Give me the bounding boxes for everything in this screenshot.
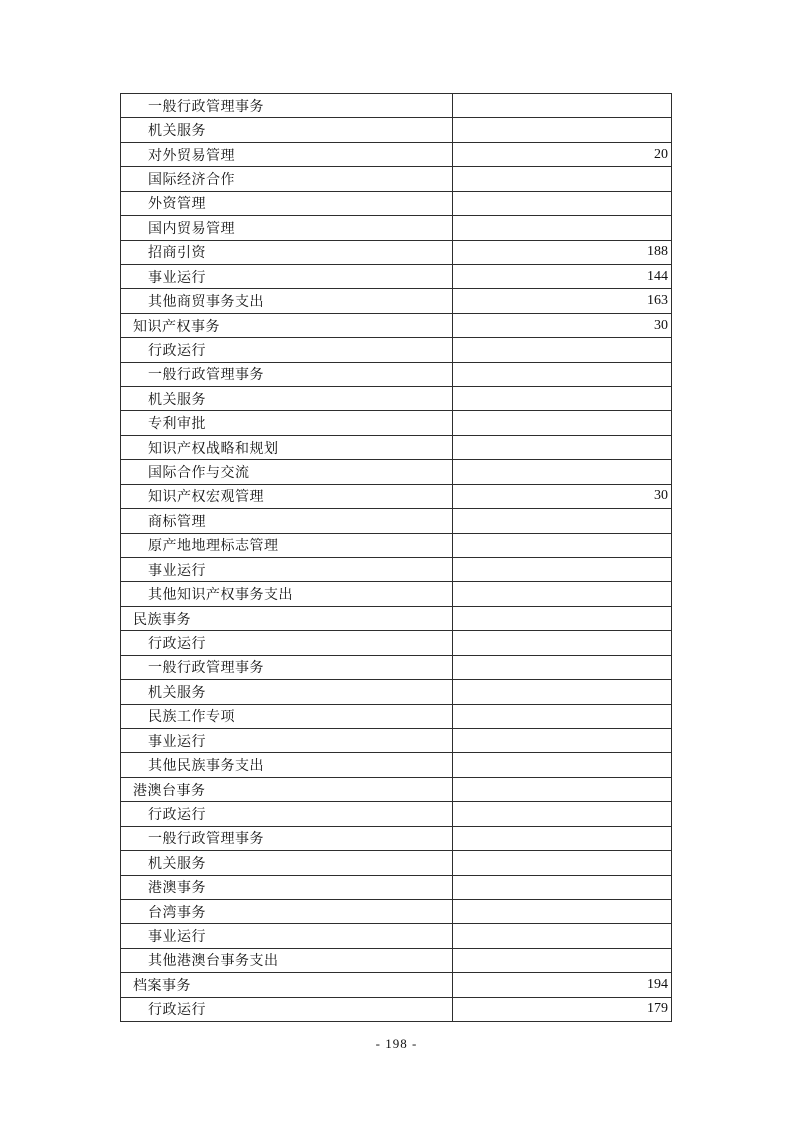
budget-table <box>120 93 672 1022</box>
item-name-cell: 机关服务 <box>121 118 453 141</box>
table-row <box>121 753 671 777</box>
table-row <box>121 387 671 411</box>
item-name-cell: 港澳台事务 <box>121 778 453 801</box>
amount-cell: 163 <box>647 293 668 309</box>
item-name-cell: 机关服务 <box>121 680 453 703</box>
amount-cell <box>453 363 671 386</box>
page-number: - 198 - <box>375 1036 418 1051</box>
table-row <box>121 485 671 509</box>
item-name-cell: 一般行政管理事务 <box>121 94 453 117</box>
table-row <box>121 534 671 558</box>
amount-cell <box>453 338 671 361</box>
item-name-cell: 行政运行 <box>121 802 453 825</box>
amount-cell <box>453 656 671 679</box>
item-name-cell: 事业运行 <box>121 558 453 581</box>
table-row <box>121 241 671 265</box>
table-row <box>121 558 671 582</box>
amount-cell <box>453 924 671 947</box>
amount-cell <box>453 387 671 410</box>
item-name-cell: 港澳事务 <box>121 876 453 899</box>
item-name-cell: 民族事务 <box>121 607 453 630</box>
table-row <box>121 656 671 680</box>
item-name-cell: 其他民族事务支出 <box>121 753 453 776</box>
table-row <box>121 607 671 631</box>
item-name-cell: 知识产权战略和规划 <box>121 436 453 459</box>
table-row <box>121 973 671 997</box>
table-row <box>121 827 671 851</box>
item-name-cell: 其他商贸事务支出 <box>121 289 453 312</box>
item-name-cell: 知识产权事务 <box>121 314 453 337</box>
table-row <box>121 118 671 142</box>
item-name-cell: 知识产权宏观管理 <box>121 485 453 508</box>
table-row <box>121 729 671 753</box>
table-row <box>121 94 671 118</box>
table-row <box>121 998 671 1021</box>
item-name-cell: 招商引资 <box>121 241 453 264</box>
amount-cell <box>453 558 671 581</box>
amount-cell <box>453 167 671 190</box>
table-row <box>121 411 671 435</box>
item-name-cell: 机关服务 <box>121 387 453 410</box>
item-name-cell: 一般行政管理事务 <box>121 363 453 386</box>
item-name-cell: 行政运行 <box>121 998 453 1021</box>
item-name-cell: 档案事务 <box>121 973 453 996</box>
item-name-cell: 国际合作与交流 <box>121 460 453 483</box>
item-name-cell: 对外贸易管理 <box>121 143 453 166</box>
amount-cell: 144 <box>647 268 668 284</box>
amount-cell <box>453 534 671 557</box>
table-row <box>121 192 671 216</box>
amount-cell <box>453 216 671 239</box>
amount-cell: 188 <box>647 244 668 260</box>
item-name-cell: 原产地地理标志管理 <box>121 534 453 557</box>
table-row <box>121 705 671 729</box>
amount-cell <box>453 118 671 141</box>
amount-cell <box>453 705 671 728</box>
amount-cell <box>453 607 671 630</box>
amount-cell: 30 <box>654 317 668 333</box>
table-row <box>121 436 671 460</box>
item-name-cell: 事业运行 <box>121 924 453 947</box>
table-row <box>121 949 671 973</box>
table-row <box>121 509 671 533</box>
item-name-cell: 商标管理 <box>121 509 453 532</box>
item-name-cell: 国内贸易管理 <box>121 216 453 239</box>
amount-cell: 20 <box>654 146 668 162</box>
table-row <box>121 216 671 240</box>
table-row <box>121 631 671 655</box>
amount-cell <box>453 851 671 874</box>
amount-cell <box>453 876 671 899</box>
table-row <box>121 851 671 875</box>
item-name-cell: 外资管理 <box>121 192 453 215</box>
table-row <box>121 778 671 802</box>
table-row <box>121 167 671 191</box>
amount-cell: 179 <box>647 1001 668 1017</box>
table-row <box>121 680 671 704</box>
amount-cell <box>453 192 671 215</box>
table-row <box>121 460 671 484</box>
table-row <box>121 143 671 167</box>
table-row <box>121 802 671 826</box>
table-row <box>121 924 671 948</box>
item-name-cell: 民族工作专项 <box>121 705 453 728</box>
amount-cell <box>453 729 671 752</box>
table-row <box>121 363 671 387</box>
amount-cell <box>453 436 671 459</box>
amount-cell <box>453 582 671 605</box>
amount-cell <box>453 509 671 532</box>
table-row <box>121 876 671 900</box>
amount-cell <box>453 411 671 434</box>
table-row <box>121 582 671 606</box>
table-row <box>121 265 671 289</box>
amount-cell <box>453 680 671 703</box>
amount-cell <box>453 631 671 654</box>
amount-cell <box>453 802 671 825</box>
amount-cell <box>453 94 671 117</box>
amount-cell <box>453 460 671 483</box>
amount-cell: 194 <box>647 976 668 992</box>
amount-cell <box>453 753 671 776</box>
item-name-cell: 专利审批 <box>121 411 453 434</box>
amount-cell <box>453 949 671 972</box>
amount-cell <box>453 778 671 801</box>
table-row <box>121 289 671 313</box>
amount-cell <box>453 900 671 923</box>
table-row <box>121 900 671 924</box>
item-name-cell: 事业运行 <box>121 265 453 288</box>
table-row <box>121 314 671 338</box>
item-name-cell: 一般行政管理事务 <box>121 656 453 679</box>
item-name-cell: 其他知识产权事务支出 <box>121 582 453 605</box>
item-name-cell: 其他港澳台事务支出 <box>121 949 453 972</box>
table-row <box>121 338 671 362</box>
item-name-cell: 行政运行 <box>121 338 453 361</box>
item-name-cell: 事业运行 <box>121 729 453 752</box>
item-name-cell: 一般行政管理事务 <box>121 827 453 850</box>
item-name-cell: 国际经济合作 <box>121 167 453 190</box>
amount-cell: 30 <box>654 488 668 504</box>
item-name-cell: 机关服务 <box>121 851 453 874</box>
item-name-cell: 行政运行 <box>121 631 453 654</box>
item-name-cell: 台湾事务 <box>121 900 453 923</box>
amount-cell <box>453 827 671 850</box>
